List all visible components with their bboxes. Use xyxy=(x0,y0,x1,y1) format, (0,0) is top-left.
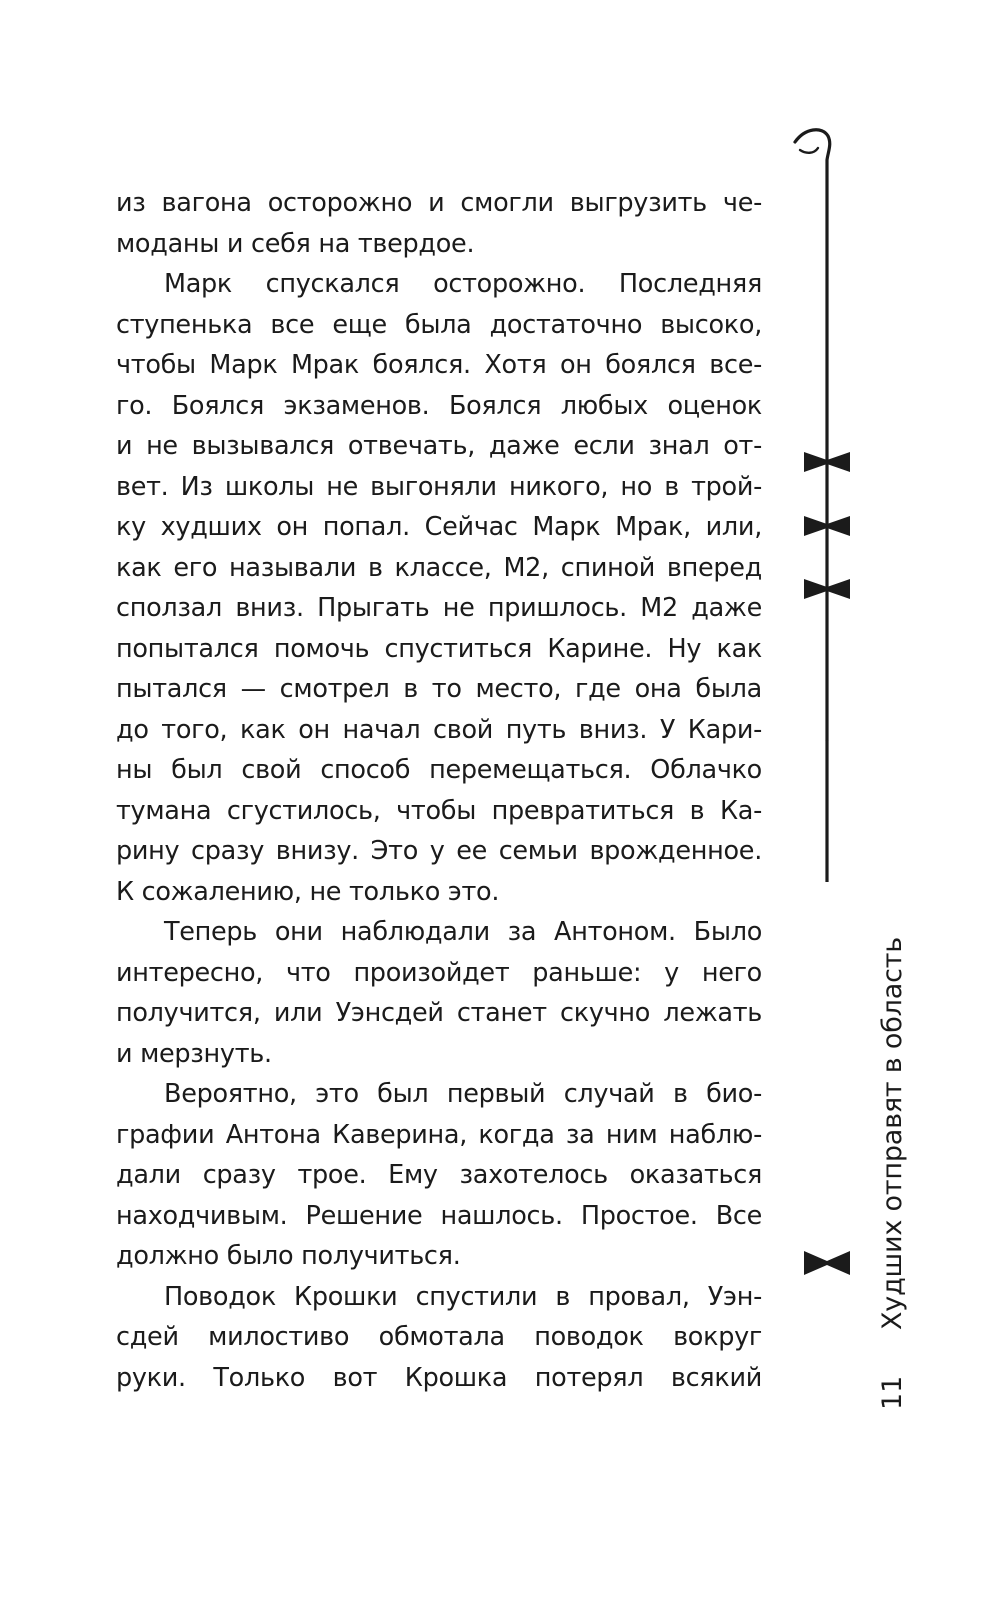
text-line: руки. Только вот Крошка потерял всякий xyxy=(116,1362,762,1393)
text-line: моданы и себя на твердое. xyxy=(116,228,475,259)
text-line: и мерзнуть. xyxy=(116,1038,272,1069)
hook-ornament-icon xyxy=(795,130,830,740)
text-line: чтобы Марк Мрак боялся. Хотя он боялся все- xyxy=(116,350,762,380)
text-line: Теперь они наблюдали за Антоном. Было xyxy=(164,917,762,947)
text-line: вет. Из школы не выгоняли никого, но в трой- xyxy=(116,471,762,502)
text-line: рину сразу внизу. Это у ее семьи врожденное. xyxy=(116,836,762,866)
text-line: ны был свой способ перемещаться. Облачко xyxy=(116,755,762,785)
text-line: дали сразу трое. Ему захотелось оказаться xyxy=(116,1160,762,1190)
text-line: графии Антона Каверина, когда за ним наблю- xyxy=(116,1119,762,1150)
text-line: сползал вниз. Прыгать не пришлось. М2 даже xyxy=(116,593,762,623)
text-line: попытался помочь спуститься Карине. Ну как xyxy=(116,633,762,664)
text-line: го. Боялся экзаменов. Боялся любых оценок xyxy=(116,390,762,421)
text-line: интересно, что произойдет раньше: у него xyxy=(116,957,762,988)
folio-bowtie-icon xyxy=(804,1251,850,1275)
text-line: ступенька все еще была достаточно высоко, xyxy=(116,309,762,340)
text-line: должно было получиться. xyxy=(116,1241,461,1271)
running-head: Худших отправят в область xyxy=(877,937,908,1330)
text-line: тумана сгустилось, чтобы превратиться в Ка- xyxy=(116,795,762,826)
text-line: получится, или Уэнсдей станет скучно лежать xyxy=(116,998,762,1028)
text-line: как его называли в классе, М2, спиной вперед xyxy=(116,552,762,583)
text-line: пытался — смотрел в то место, где она была xyxy=(116,674,762,704)
text-line: Вероятно, это был первый случай в био- xyxy=(164,1079,762,1109)
text-line: находчивым. Решение нашлось. Простое. Все xyxy=(116,1200,762,1231)
page-body-text xyxy=(116,183,762,1398)
text-line: Поводок Крошки спустили в провал, Уэн- xyxy=(164,1281,762,1312)
text-line: ку худших он попал. Сейчас Марк Мрак, или, xyxy=(116,512,762,542)
text-line: и не вызывался отвечать, даже если знал от- xyxy=(116,431,762,461)
text-line: сдей милостиво обмотала поводок вокруг xyxy=(116,1322,762,1352)
text-line: Марк спускался осторожно. Последняя xyxy=(164,269,762,299)
text-line: К сожалению, не только это. xyxy=(116,876,500,907)
text-line: из вагона осторожно и смогли выгрузить че- xyxy=(116,188,762,218)
text-line: до того, как он начал свой путь вниз. У Кари- xyxy=(116,714,762,745)
page-number: 11 xyxy=(877,1375,908,1410)
